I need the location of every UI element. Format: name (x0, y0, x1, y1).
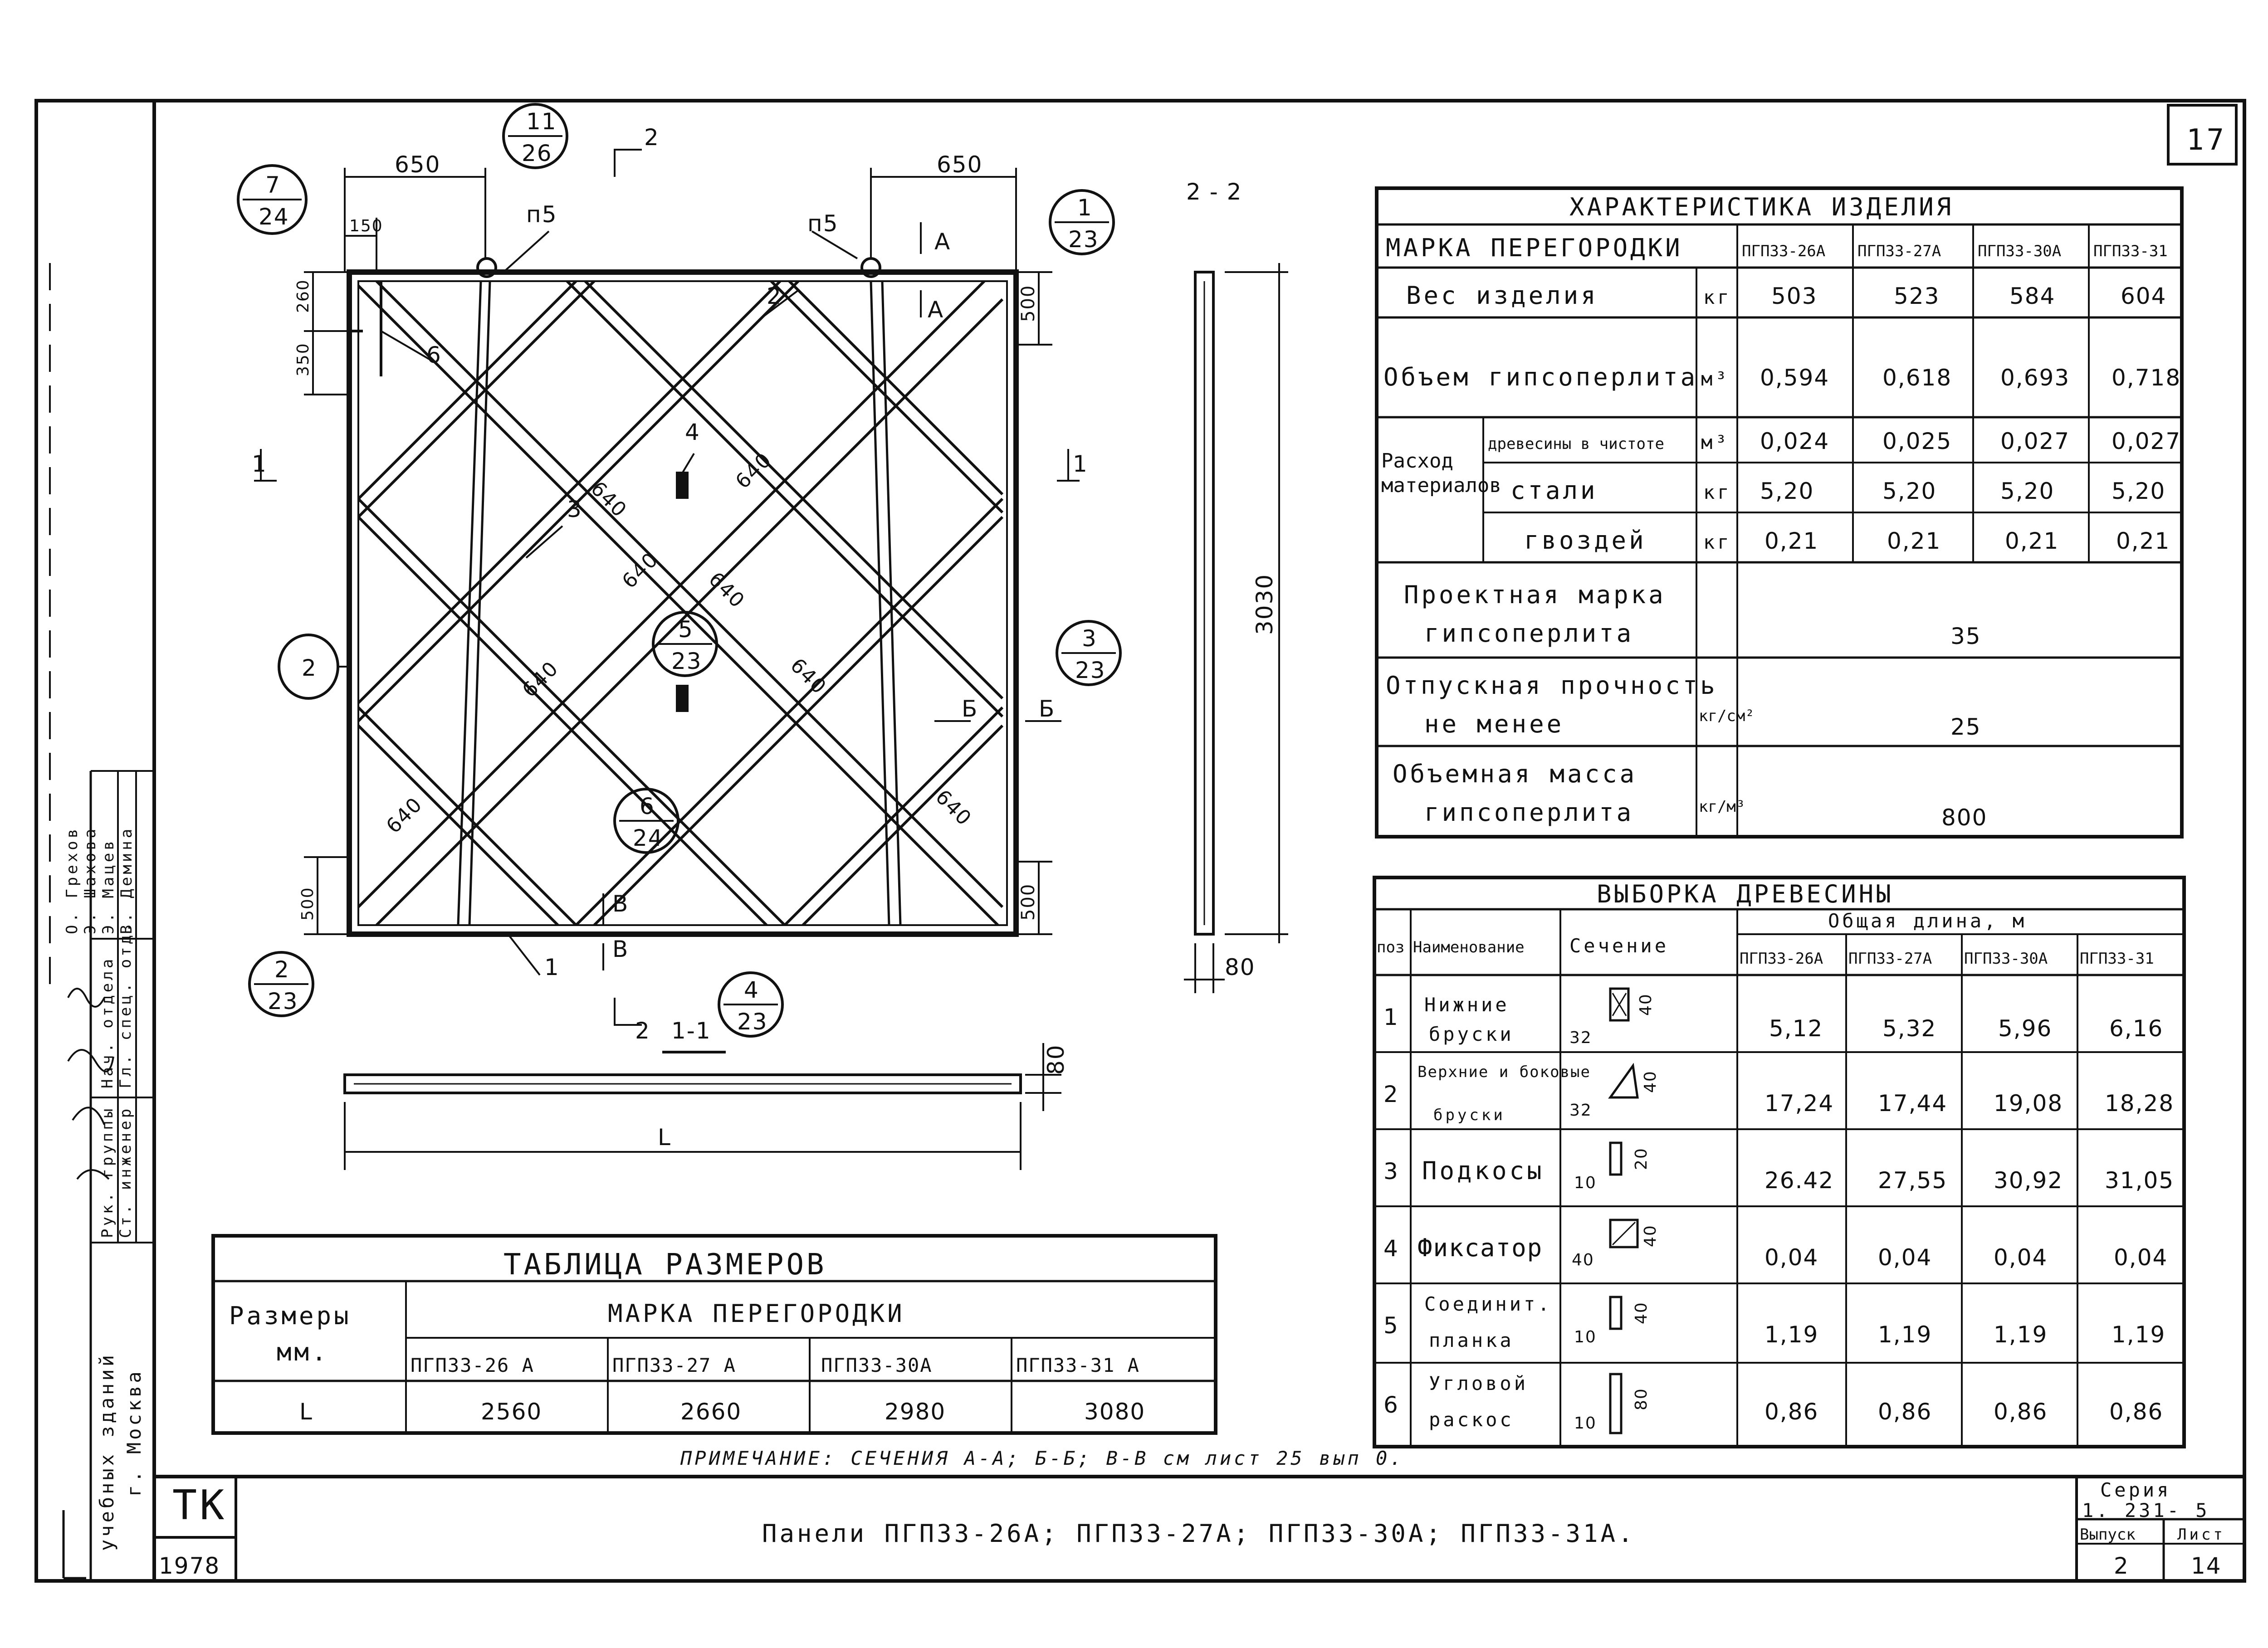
drawing-title: Панели ПГП33-26А; ПГП33-27А; ПГП33-30А; ПГП33-31А. (762, 1519, 1636, 1548)
density-value: 800 (1941, 804, 1988, 831)
table-row (1383, 1220, 2168, 1271)
svg-text:31,05: 31,05 (2105, 1167, 2175, 1194)
char-brand-label: МАРКА ПЕРЕГОРОДКИ (1386, 234, 1683, 262)
callout-7-24 (238, 166, 306, 234)
note: ПРИМЕЧАНИЕ: СЕЧЕНИЯ А-А; Б-Б; В-В см лист 25 вып 0. (680, 1447, 1404, 1469)
wood-4: 0,027 (2112, 428, 2181, 454)
density-label-2: гипсоперлита (1424, 798, 1634, 827)
svg-text:0,86: 0,86 (1765, 1399, 1819, 1425)
role-engineer: Ст. инженер (117, 1106, 135, 1238)
sizes-col-label-1: Размеры (229, 1302, 352, 1330)
svg-text:0,04: 0,04 (2114, 1244, 2168, 1271)
steel-label: стали (1510, 476, 1598, 505)
sel-brand-3: ПГП33-30А (1964, 950, 2048, 968)
svg-text:5,12: 5,12 (1769, 1015, 1823, 1042)
steel-unit: кг (1703, 481, 1732, 503)
svg-text:20: 20 (1632, 1147, 1651, 1170)
org-city: г. Москва (123, 1369, 145, 1497)
col-section: Сечение (1569, 935, 1669, 957)
svg-text:23: 23 (671, 648, 702, 674)
role-head: Нач. отдела (98, 956, 117, 1088)
svg-text:1,19: 1,19 (1878, 1321, 1932, 1348)
svg-text:10: 10 (1574, 1174, 1597, 1192)
svg-text:27,55: 27,55 (1878, 1167, 1948, 1194)
volume-4: 0,718 (2112, 365, 2181, 391)
svg-text:17,44: 17,44 (1878, 1090, 1948, 1117)
nails-1: 0,21 (1765, 528, 1819, 554)
svg-text:11: 11 (526, 108, 557, 135)
nails-3: 0,21 (2005, 528, 2059, 554)
dim-80-section: 80 (1225, 954, 1256, 980)
char-brand-2: ПГП33-27А (1857, 242, 1941, 260)
svg-text:раскос: раскос (1429, 1409, 1514, 1431)
section-2-bottom: 2 (635, 1018, 650, 1044)
callout-4-23 (719, 973, 782, 1036)
dim-640-a: 640 (586, 477, 631, 522)
section-v-top: В (612, 891, 629, 917)
svg-text:6,16: 6,16 (2109, 1015, 2164, 1042)
density-label-1: Объемная масса (1393, 760, 1637, 788)
grade-value: 35 (1950, 623, 1981, 649)
svg-text:23: 23 (1068, 226, 1099, 253)
svg-text:80: 80 (1632, 1388, 1651, 1410)
wood-3: 0,027 (2000, 428, 2070, 454)
grade-label-2: гипсоперлита (1424, 619, 1634, 648)
svg-text:10: 10 (1574, 1328, 1597, 1346)
svg-text:40: 40 (1632, 1302, 1651, 1324)
svg-text:2: 2 (274, 956, 290, 983)
name-4: В. Демина (117, 826, 136, 934)
dim-640-e: 640 (518, 657, 563, 702)
size-value-1: 2560 (481, 1399, 543, 1425)
strength-unit: кг/см² (1699, 707, 1755, 725)
svg-text:24: 24 (259, 204, 289, 230)
char-brand-4: ПГП33-31 (2093, 242, 2168, 260)
dim-80-plan: 80 (1043, 1044, 1069, 1075)
org-name: учебных зданий (96, 1352, 118, 1551)
steel-1: 5,20 (1760, 478, 1814, 504)
weight-2: 523 (1894, 283, 1940, 309)
svg-text:3: 3 (1383, 1158, 1399, 1185)
svg-text:2: 2 (302, 655, 317, 681)
dim-3030: 3030 (1251, 573, 1278, 635)
pos-1-label: 1 (544, 954, 560, 980)
section-2-2-view (1184, 179, 1288, 993)
dim-L: L (658, 1124, 671, 1151)
svg-text:40: 40 (1572, 1251, 1594, 1269)
sizes-brand-2: ПГП33-27 А (612, 1354, 736, 1376)
pos-2-side-marker (279, 635, 349, 698)
sheet-label: Лист (2177, 1526, 2225, 1544)
dim-650-left: 650 (395, 151, 441, 178)
table-row (1383, 1372, 2163, 1433)
svg-text:19,08: 19,08 (1994, 1090, 2063, 1117)
callout-3-23 (1057, 621, 1120, 685)
svg-text:5,96: 5,96 (1998, 1015, 2053, 1042)
svg-text:24: 24 (633, 825, 664, 851)
svg-text:0,04: 0,04 (1878, 1244, 1932, 1271)
svg-text:5: 5 (1383, 1312, 1399, 1339)
section-b-left: Б (962, 696, 978, 722)
steel-4: 5,20 (2112, 478, 2166, 504)
svg-text:40: 40 (1641, 1224, 1660, 1247)
svg-text:бруски: бруски (1433, 1106, 1505, 1124)
char-brand-3: ПГП33-30А (1978, 242, 2062, 260)
section-1-1-view (345, 1018, 1069, 1170)
sizes-table (213, 1236, 1216, 1433)
title-block (159, 1479, 2225, 1579)
dim-500-tr: 500 (1018, 284, 1039, 322)
size-value-2: 2660 (680, 1399, 742, 1425)
callout-5-23 (653, 612, 717, 676)
dim-500-bl: 500 (298, 887, 317, 921)
wood-label: древесины в чистоте (1488, 435, 1664, 453)
svg-text:3: 3 (1082, 625, 1097, 652)
svg-text:32: 32 (1569, 1029, 1592, 1047)
section-b-right: Б (1039, 696, 1056, 722)
svg-text:40: 40 (1637, 993, 1655, 1016)
svg-text:23: 23 (1075, 657, 1106, 683)
svg-text:5,32: 5,32 (1882, 1015, 1937, 1042)
volume-3: 0,693 (2000, 365, 2070, 391)
svg-text:0,04: 0,04 (1994, 1244, 2048, 1271)
sizes-row-label: L (299, 1399, 313, 1425)
dim-640-d: 640 (704, 567, 749, 613)
svg-text:26.42: 26.42 (1765, 1167, 1834, 1194)
callout-11-26 (503, 104, 567, 168)
pos-6-label: 6 (426, 342, 442, 368)
consumption-label: Расход материалов (1381, 449, 1501, 497)
svg-text:23: 23 (737, 1009, 768, 1035)
volume-label: Объем гипсоперлита (1383, 363, 1698, 391)
svg-text:5: 5 (678, 616, 694, 643)
svg-text:Подкосы: Подкосы (1422, 1156, 1545, 1185)
view-2-2-label: 2 - 2 (1186, 179, 1242, 205)
svg-text:4: 4 (1383, 1235, 1399, 1262)
sizes-title: ТАБЛИЦА РАЗМЕРОВ (503, 1248, 827, 1282)
name-3: Э. Мацев (99, 838, 117, 934)
weight-label: Вес изделия (1406, 281, 1598, 310)
svg-text:Фиксатор: Фиксатор (1418, 1234, 1543, 1262)
sizes-brand-4: ПГП33-31 А (1016, 1354, 1140, 1376)
sel-brand-2: ПГП33-27А (1848, 950, 1932, 968)
year: 1978 (159, 1553, 220, 1579)
size-value-3: 2980 (885, 1399, 946, 1425)
dim-150: 150 (349, 217, 383, 235)
dim-350: 350 (294, 342, 313, 376)
nails-label: гвоздей (1524, 526, 1647, 555)
table-row (1383, 1293, 2165, 1351)
svg-text:Соединит.: Соединит. (1424, 1293, 1552, 1315)
svg-text:1,19: 1,19 (1994, 1321, 2048, 1348)
section-1-left: 1 (252, 451, 267, 477)
sel-brand-4: ПГП33-31 (2080, 950, 2154, 968)
svg-text:0,04: 0,04 (1765, 1244, 1819, 1271)
callout-6-24 (615, 789, 678, 853)
sheet-value: 14 (2191, 1553, 2222, 1579)
pos-3-label: 3 (567, 496, 582, 522)
nails-unit: кг (1703, 531, 1732, 553)
weight-3: 584 (2009, 283, 2056, 309)
section-a-top: А (934, 229, 951, 255)
col-name: Наименование (1413, 938, 1525, 956)
series-label: Серия (2100, 1479, 2171, 1501)
pos-4-label: 4 (685, 419, 700, 445)
sizes-brand-3: ПГП33-30А (821, 1354, 933, 1376)
dim-640-c: 640 (617, 548, 663, 593)
section-v-bottom: В (612, 936, 629, 962)
steel-3: 5,20 (2000, 478, 2055, 504)
svg-text:23: 23 (268, 988, 298, 1014)
svg-text:1: 1 (1383, 1004, 1399, 1030)
weight-1: 503 (1771, 283, 1818, 309)
view-1-1-label: 1-1 (671, 1018, 711, 1044)
section-a-bottom: А (928, 297, 944, 323)
svg-text:0,86: 0,86 (1878, 1399, 1932, 1425)
table-row (1383, 1063, 2174, 1124)
dim-650-right: 650 (937, 151, 983, 178)
svg-text:Верхние и боковые: Верхние и боковые (1418, 1063, 1591, 1081)
svg-text:планка: планка (1429, 1329, 1514, 1351)
char-brand-1: ПГП33-26А (1742, 242, 1826, 260)
panel-front-view (349, 258, 1016, 934)
role-group-lead: Рук. группы (98, 1106, 117, 1238)
char-title: ХАРАКТЕРИСТИКА ИЗДЕЛИЯ (1569, 193, 1954, 221)
nails-4: 0,21 (2116, 528, 2170, 554)
svg-text:30,92: 30,92 (1994, 1167, 2063, 1194)
svg-text:Нижние: Нижние (1424, 994, 1510, 1016)
series-value: 1. 231- 5 (2082, 1499, 2210, 1521)
sizes-brand-1: ПГП33-26 А (411, 1354, 534, 1376)
sizes-brand-label: МАРКА ПЕРЕГОРОДКИ (608, 1299, 905, 1328)
sheet-number: 17 (2186, 123, 2227, 157)
label-n5-left: п5 (526, 201, 557, 228)
weight-4: 604 (2121, 283, 2167, 309)
svg-text:бруски: бруски (1429, 1023, 1514, 1045)
issue-value: 2 (2114, 1553, 2129, 1579)
callout-2-23 (249, 952, 313, 1016)
role-chief-spec: Гл. спец. отд. (117, 920, 135, 1088)
grade-label-1: Проектная марка (1404, 580, 1666, 609)
name-2: Э. Шахова (81, 826, 99, 934)
wood-selection-table (1374, 878, 2184, 1447)
svg-text:1,19: 1,19 (2112, 1321, 2166, 1348)
sizes-col-label-2: мм. (277, 1338, 329, 1366)
svg-text:32: 32 (1569, 1101, 1592, 1120)
pos-2-label: 2 (767, 283, 782, 309)
svg-text:26: 26 (522, 140, 552, 166)
svg-text:1: 1 (1077, 195, 1093, 221)
dim-640-h: 640 (931, 785, 976, 831)
org-mark: ТК (172, 1482, 227, 1529)
strength-label-1: Отпускная прочность (1386, 671, 1718, 700)
dim-640-g: 640 (381, 793, 427, 838)
density-unit: кг/м³ (1699, 798, 1745, 816)
sel-brand-1: ПГП33-26А (1740, 950, 1823, 968)
section-1-right: 1 (1073, 451, 1088, 477)
size-value-4: 3080 (1084, 1399, 1146, 1425)
col-total: Общая длина, м (1828, 910, 2027, 932)
section-2-top: 2 (644, 124, 660, 151)
svg-text:17,24: 17,24 (1765, 1090, 1834, 1117)
svg-text:1,19: 1,19 (1765, 1321, 1819, 1348)
wood-unit: м³ (1701, 431, 1730, 453)
col-pos: поз (1377, 938, 1405, 956)
svg-text:18,28: 18,28 (2105, 1090, 2175, 1117)
issue-label: Выпуск (2080, 1526, 2136, 1544)
dim-640-b: 640 (731, 448, 777, 493)
wood-2: 0,025 (1882, 428, 1952, 454)
steel-2: 5,20 (1882, 478, 1937, 504)
characteristics-table (1377, 188, 2182, 837)
svg-text:4: 4 (744, 977, 759, 1003)
nails-2: 0,21 (1887, 528, 1941, 554)
svg-text:6: 6 (640, 793, 655, 819)
svg-text:10: 10 (1574, 1414, 1597, 1433)
wood-1: 0,024 (1760, 428, 1830, 454)
strength-value: 25 (1950, 714, 1981, 740)
consumption-label-box (1381, 449, 1501, 522)
svg-text:7: 7 (265, 172, 281, 198)
dim-260: 260 (294, 279, 313, 313)
wood-sel-title: ВЫБОРКА ДРЕВЕСИНЫ (1597, 880, 1894, 908)
sheet-frame (36, 101, 2244, 1581)
label-n5-right: п5 (807, 210, 839, 237)
svg-text:0,86: 0,86 (2109, 1399, 2164, 1425)
strength-label-2: не менее (1424, 710, 1564, 738)
callout-1-23 (1050, 190, 1114, 254)
name-1: О. Грехов (63, 826, 81, 934)
svg-text:6: 6 (1383, 1392, 1399, 1418)
svg-text:40: 40 (1641, 1070, 1660, 1093)
volume-2: 0,618 (1882, 365, 1952, 391)
svg-text:Угловой: Угловой (1429, 1372, 1529, 1394)
dim-640-f: 640 (786, 653, 831, 699)
svg-text:0,86: 0,86 (1994, 1399, 2048, 1425)
svg-text:2: 2 (1383, 1081, 1399, 1107)
volume-1: 0,594 (1760, 365, 1830, 391)
weight-unit: кг (1703, 286, 1732, 308)
table-row (1383, 989, 2163, 1047)
volume-unit: м³ (1701, 368, 1730, 390)
dim-500-br: 500 (1018, 883, 1039, 921)
table-row (1383, 1143, 2174, 1194)
